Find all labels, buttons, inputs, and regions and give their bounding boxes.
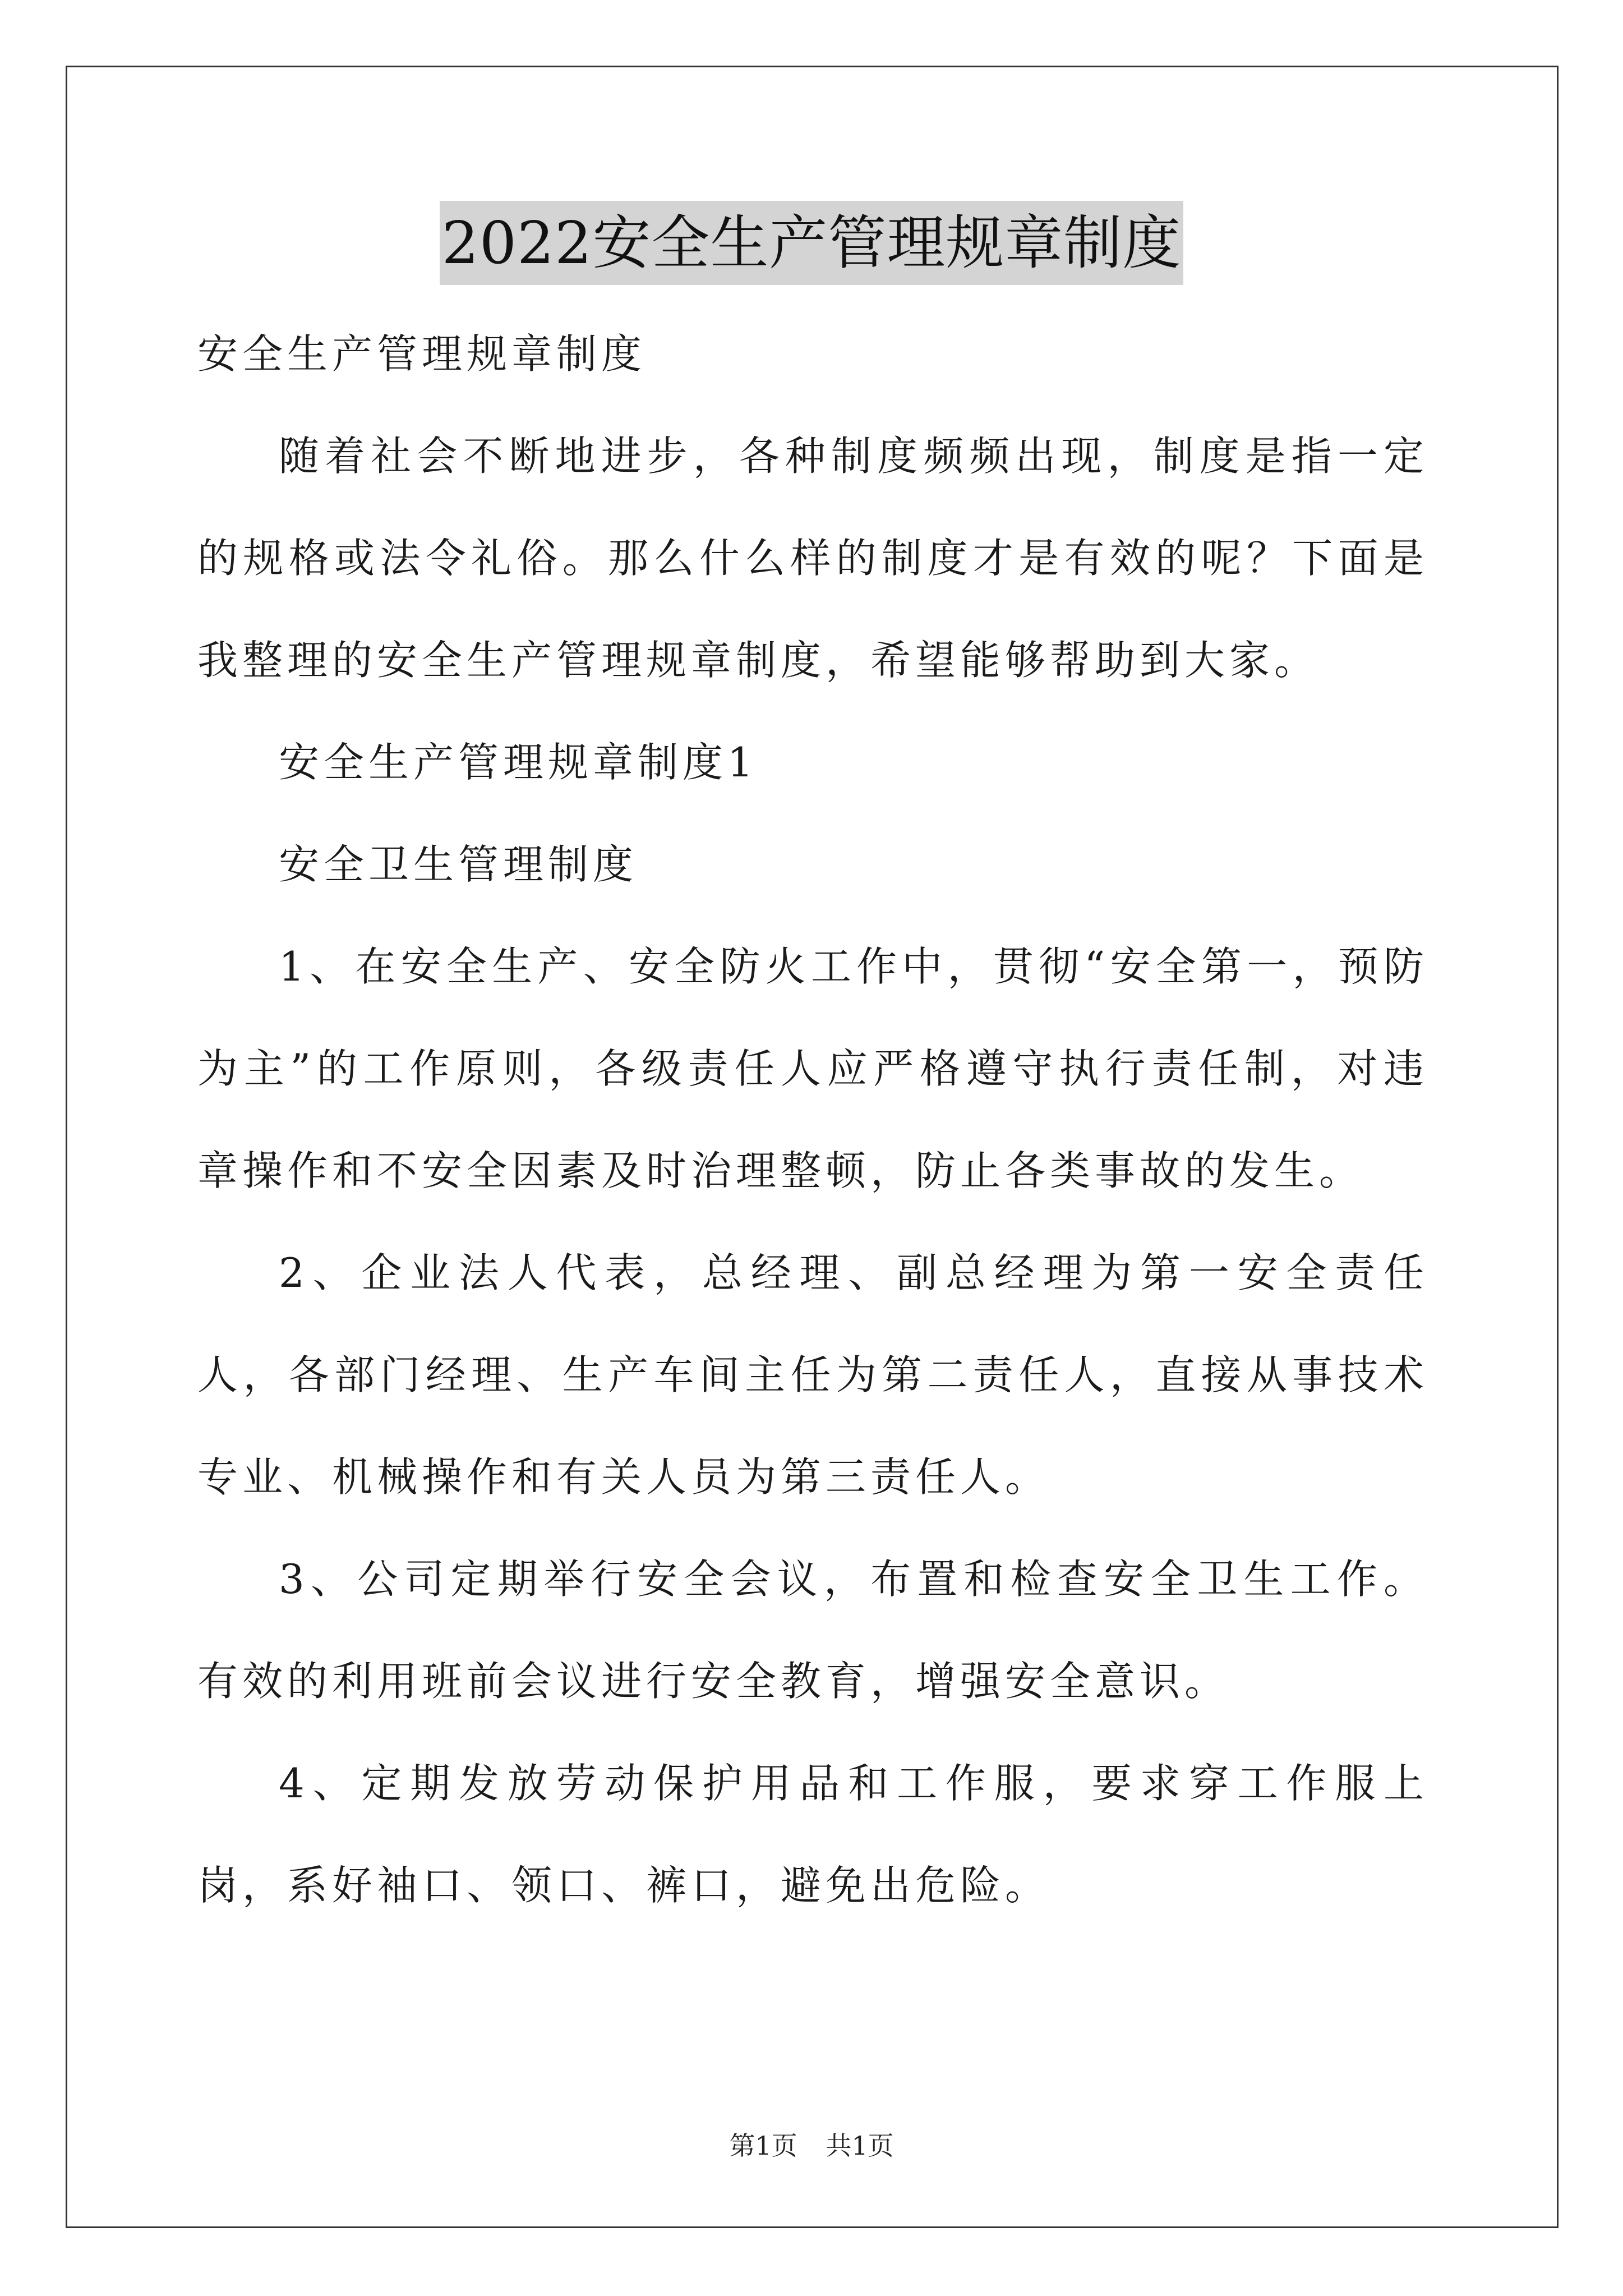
document-title: 2022安全生产管理规章制度 [440, 201, 1184, 285]
paragraph-subsection-heading: 安全卫生管理制度 [279, 841, 638, 888]
paragraph-intro: 随着社会不断地进步，各种制度频频出现，制度是指一定的规格或法令礼俗。那么什么样的制度才是有效的呢？下面是我整理的安全生产管理规章制度，希望能够帮助到大家。 [197, 432, 1428, 684]
page-number-current: 第1页 [729, 2131, 797, 2161]
paragraph-section-heading: 安全生产管理规章制度1 [279, 739, 758, 786]
document-body [197, 303, 1428, 1936]
paragraph-item-2: 2、企业法人代表，总经理、副总经理为第一安全责任人，各部门经理、生产车间主任为第二责任人，直接从事技术专业、机械操作和有关人员为第三责任人。 [197, 1249, 1428, 1501]
page-number-total: 共1页 [826, 2131, 894, 2161]
paragraph-item-4: 4、定期发放劳动保护用品和工作服，要求穿工作服上岗，系好袖口、领口、裤口，避免出危险。 [197, 1760, 1428, 1909]
title-container [0, 201, 1623, 285]
page-footer [0, 2129, 1623, 2162]
paragraph-item-3: 3、公司定期举行安全会议，布置和检查安全卫生工作。有效的利用班前会议进行安全教育，增强安全意识。 [197, 1556, 1428, 1705]
paragraph-subtitle: 安全生产管理规章制度 [197, 330, 647, 378]
paragraph-item-1: 1、在安全生产、安全防火工作中，贯彻“安全第一，预防为主”的工作原则，各级责任人应严格遵守执行责任制，对违章操作和不安全因素及时治理整顿，防止各类事故的发生。 [197, 943, 1428, 1194]
